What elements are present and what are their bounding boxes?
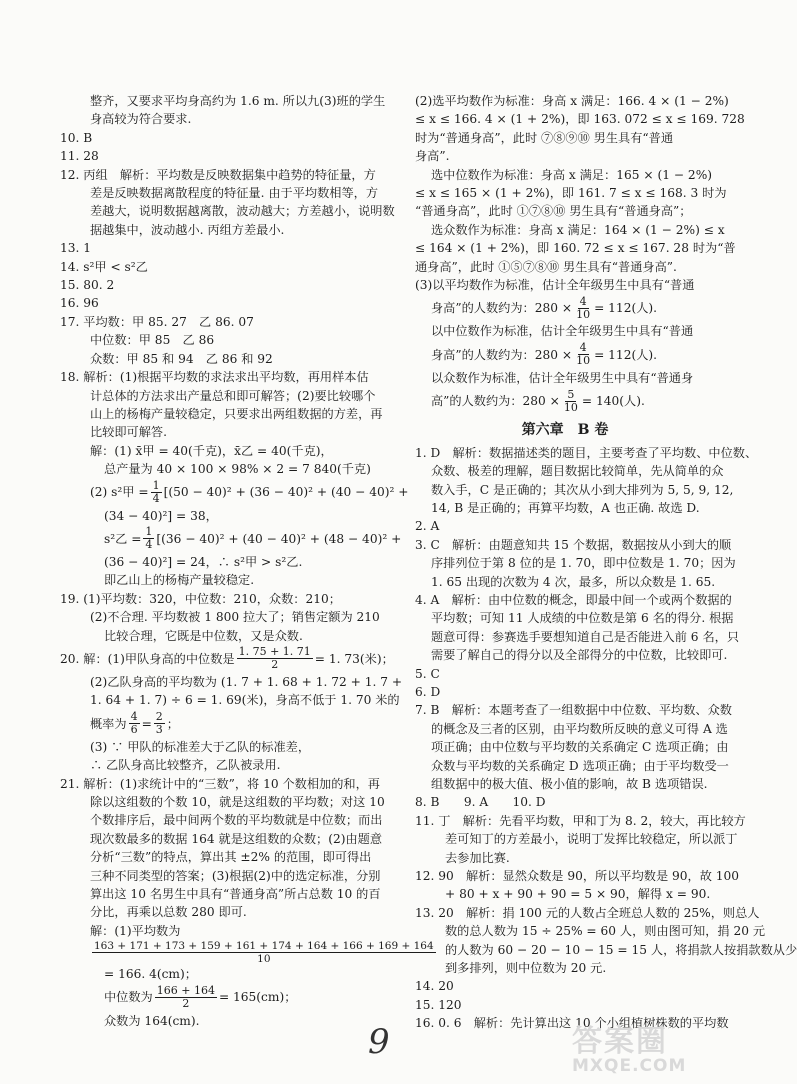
text-line: (2)不合理. 平均数被 1 800 拉大了；销售定额为 210 <box>90 610 380 625</box>
text-line: “普通身高”，此时 ①⑦⑧⑩ 男生具有“普通身高”； <box>415 204 692 219</box>
text-line: 三种不同类型的答案；(3)根据(2)中的选定标准，分别 <box>90 868 381 883</box>
fraction <box>562 389 580 414</box>
answer-19: 19. (1)平均数：320，中位数：210，众数：210； <box>60 591 341 606</box>
text-line: 时为“普通身高”，此时 ⑦⑧⑨⑩ 男生具有“普通 <box>415 130 674 145</box>
fraction-denominator: 10 <box>563 400 578 414</box>
formula-text: (2) s²甲 = <box>90 485 149 500</box>
formula-text: ； <box>166 716 179 731</box>
handwritten-page-number: 9 <box>368 1022 390 1062</box>
answer-20 <box>60 645 405 673</box>
text-line: 项正确；由中位数与平均数的关系确定 C 选项正确；由 <box>431 740 729 755</box>
fraction-numerator: 5 <box>567 387 575 401</box>
text-line: 选中位数作为标准：身高 x 满足：165 × (1 − 2%) <box>431 167 713 182</box>
fraction <box>92 940 436 965</box>
formula-text: 高”的人数约为：280 × <box>431 394 560 409</box>
text-line: 整齐，又要求平均身高约为 1.6 m. 所以九(3)班的学生 <box>90 94 386 108</box>
answer-b5: 5. C <box>415 666 440 681</box>
text-line: 身高较为符合要求. <box>90 112 192 127</box>
formula-text: s²乙 = <box>104 531 142 546</box>
text-line: 比较即可解答. <box>90 425 167 440</box>
fraction-numerator: 4 <box>579 341 587 355</box>
answer-b14: 14. 20 <box>415 979 454 994</box>
formula-text: 20. 解：(1)甲队身高的中位数是 <box>60 651 235 666</box>
text-line: ≤ x ≤ 165 × (1 + 2%)，即 161. 7 ≤ x ≤ 168. 3 时为 <box>415 186 727 201</box>
formula-text: 身高”的人数约为：280 × <box>431 301 573 316</box>
fraction <box>143 526 154 551</box>
answer-15: 15. 80. 2 <box>60 278 115 293</box>
formula-text: = 1. 73(米)； <box>314 651 394 666</box>
fraction-numerator: 4 <box>130 710 138 724</box>
answer-b2: 2. A <box>415 519 440 534</box>
text-line: 山上的杨梅产量较稳定，只要求出两组数据的方差，再 <box>90 406 383 421</box>
text-line: 平均数；可知 11 人成绩的中位数是第 6 名的得分. 根据 <box>431 611 734 626</box>
fraction-denominator: 4 <box>145 538 153 552</box>
answer-21: 21. 解析：(1)求统计中的“三数”，将 10 个数相加的和，再 <box>60 776 380 791</box>
text-line: 现次数最多的数据 164 就是这组数的众数；(2)由题意 <box>90 831 383 846</box>
text-line: 的概念及三者的区别，由平均数所反映的意义可得 A 选 <box>431 721 728 736</box>
fraction <box>155 985 217 1010</box>
watermark-logo <box>572 1016 732 1078</box>
formula-line <box>60 710 405 738</box>
formula-line <box>60 525 405 553</box>
text-line: (36 − 40)²] = 24，∴ s²甲 > s²乙. <box>104 554 303 569</box>
text-line: 到多排列，则中位数为 20 元. <box>445 961 607 976</box>
formula-line <box>415 387 715 415</box>
formula-text: = 112(人). <box>594 301 658 316</box>
fraction-denominator: 2 <box>182 997 190 1011</box>
text-line: 据越集中，波动越小. 丙组方差最小. <box>90 222 285 237</box>
answer-b8-10: 8. B 9. A 10. D <box>415 795 546 810</box>
answer-17: 17. 平均数：甲 85. 27 乙 86. 07 <box>60 314 254 329</box>
formula-text: 身高”的人数约为：280 × <box>431 347 573 362</box>
text-line: (2)选平均数作为标准：身高 x 满足：166. 4 × (1 − 2%) <box>415 94 729 108</box>
answer-b3: 3. C 解析：由题意知共 15 个数据，数据按从小到大的顺 <box>415 537 732 552</box>
text-line: 分析“三数”的特点，算出其 ±2% 的范围，即可得出 <box>90 850 372 865</box>
answer-18: 18. 解析：(1)根据平均数的求法求出平均数，再用样本估 <box>60 370 369 385</box>
formula-line <box>415 294 715 322</box>
formula-text: [(36 − 40)² + (40 − 40)² + (48 − 40)² + <box>156 531 402 546</box>
text-line: 身高”. <box>415 149 450 164</box>
fraction-numerator: 166 + 164 <box>156 984 215 998</box>
text-line: 算出这 10 名男生中具有“普通身高”所占总数 10 的百 <box>90 887 381 902</box>
formula-text: = <box>141 716 152 731</box>
text-line: = 166. 4(cm)； <box>104 967 197 982</box>
text-line: 1. 65 出现的次数为 4 次，最多，所以众数是 1. 65. <box>431 574 716 589</box>
text-line: (2)乙队身高的平均数为 (1. 7 + 1. 68 + 1. 72 + 1. 7 + <box>90 674 403 689</box>
formula-line <box>60 940 434 966</box>
answer-b16: 16. 0. 6 解析：先计算出这 10 个小组植树株数的平均数 <box>415 1016 729 1031</box>
text-line: 个数排序后，最中间两个数的平均数就是中位数；而出 <box>90 813 383 828</box>
text-line: 数的总人数为 15 ÷ 25% = 60 人，则由图可知，捐 20 元 <box>445 924 766 939</box>
text-line: 众数与平均数的关系确定 D 选项正确；由于平均数受一 <box>431 758 729 773</box>
fraction-denominator: 10 <box>576 354 591 368</box>
right-column <box>415 92 797 1033</box>
fraction-denominator: 10 <box>257 953 271 966</box>
answer-b11: 11. 丁 解析：先看平均数，甲和丁为 8. 2，较大，再比较方 <box>415 813 746 828</box>
text-line: (34 − 40)²] = 38， <box>104 508 218 523</box>
watermark-url: MXQE.COM <box>572 1056 687 1076</box>
text-line: 众数：甲 85 和 94 乙 86 和 92 <box>90 351 273 366</box>
answer-14: 14. s²甲 < s²乙 <box>60 259 148 274</box>
fraction-denominator: 3 <box>155 723 163 737</box>
fraction-numerator: 1. 75 + 1. 71 <box>238 645 311 659</box>
text-line: 通身高”，此时 ①⑤⑦⑧⑩ 男生具有“普通身高”. <box>415 259 677 274</box>
text-line: 序排列位于第 8 位的是 1. 70，即中位数是 1. 70；因为 <box>431 556 736 571</box>
fraction-denominator: 4 <box>152 492 160 506</box>
text-line: 即乙山上的杨梅产量较稳定. <box>104 573 255 588</box>
formula-line <box>415 341 715 369</box>
formula-text: [(50 − 40)² + (36 − 40)² + (40 − 40)² + <box>163 485 409 500</box>
fraction <box>154 711 165 736</box>
formula-line <box>60 479 409 507</box>
text-line: 计总体的方法求出产量总和即可解答；(2)要比较哪个 <box>90 388 376 403</box>
text-line: 需要了解自己的得分以及全部得分的中位数，比较即可. <box>431 648 728 663</box>
fraction-denominator: 6 <box>130 723 138 737</box>
text-line: 14, B 是正确的；再算平均数，A 也正确. 故选 D. <box>431 500 700 515</box>
text-line: 差可知丁的方差最小，说明丁发挥比较稳定，所以派丁 <box>445 832 738 847</box>
text-line: 众数为 164(cm). <box>104 1013 200 1028</box>
text-line: 选众数作为标准：身高 x 满足：164 × (1 − 2%) ≤ x <box>431 222 725 237</box>
answer-b13: 13. 20 解析：捐 100 元的人数占全班总人数的 25%，则总人 <box>415 905 760 920</box>
answer-b6: 6. D <box>415 684 441 699</box>
fraction-denominator: 10 <box>576 307 591 321</box>
fraction <box>574 342 592 367</box>
text-line: + 80 + x + 90 + 90 = 5 × 90，解得 x = 90. <box>445 887 711 902</box>
watermark-text: 答案圈 <box>572 1024 668 1059</box>
fraction <box>151 480 162 505</box>
text-line: 以中位数作为标准，估计全年级男生中具有“普通 <box>431 324 694 339</box>
fraction-numerator: 163 + 171 + 173 + 159 + 161 + 174 + 164 + 166 + 169 + 164 <box>94 940 434 953</box>
answer-b7: 7. B 解析：本题考查了一组数据中中位数、平均数、众数 <box>415 703 732 718</box>
answer-11: 11. 28 <box>60 149 99 164</box>
text-line: (3)以平均数作为标准，估计全年级男生中具有“普通 <box>415 278 695 293</box>
text-line: 1. 64 + 1. 7) ÷ 6 = 1. 69(米)，身高不低于 1. 70 米的 <box>90 693 400 708</box>
text-line: ≤ x ≤ 166. 4 × (1 + 2%)，即 163. 072 ≤ x ≤ 169. 728 <box>415 112 745 127</box>
text-line: 组数据中的极大值、极小值的影响，故 B 选项错误. <box>431 777 708 791</box>
answer-16: 16. 96 <box>60 296 99 311</box>
answer-b15: 15. 120 <box>415 997 462 1012</box>
text-line: 的人数为 60 − 20 − 10 − 15 = 15 人，将捐款人按捐款数从少 <box>445 942 797 957</box>
text-line: 去参加比赛. <box>445 850 510 865</box>
answer-12: 12. 丙组 解析：平均数是反映数据集中趋势的特征量，方 <box>60 167 376 182</box>
text-line: 题意可得：参赛选手要想知道自己是否能进入前 6 名，只 <box>431 629 740 644</box>
answer-b4: 4. A 解析：由中位数的概念，即最中间一个或两个数据的 <box>415 592 732 607</box>
text-line: 除以这组数的个数 10，就是这组数的平均数；对这 10 <box>90 795 385 809</box>
fraction <box>574 296 592 321</box>
text-line: 差越大，说明数据越离散，波动越大；方差越小，说明数 <box>90 204 395 219</box>
formula-text: 中位数为 <box>104 990 153 1005</box>
answer-b12: 12. 90 解析：显然众数是 90，所以平均数是 90，故 100 <box>415 869 740 884</box>
text-line: 比较合理，它既是中位数，又是众数. <box>104 628 303 643</box>
fraction-numerator: 4 <box>579 294 587 308</box>
text-line: ∴ 乙队身高比较整齐，乙队被录用. <box>90 758 281 773</box>
formula-text: 概率为 <box>90 716 127 731</box>
text-line: (3) ∵ 甲队的标准差大于乙队的标准差， <box>90 739 311 754</box>
fraction-numerator: 1 <box>145 525 153 539</box>
text-line: 众数、极差的理解，题目数据比较简单，先从简单的众 <box>431 464 724 479</box>
text-line: 以众数作为标准，估计全年级男生中具有“普通身 <box>431 370 694 385</box>
chapter-heading: 第六章 B 卷 <box>521 422 609 439</box>
formula-text: = 140(人). <box>581 394 645 409</box>
fraction <box>237 646 313 671</box>
fraction <box>129 711 140 736</box>
formula-text: = 165(cm)； <box>218 990 297 1005</box>
fraction-denominator: 2 <box>271 658 279 672</box>
answer-b1: 1. D 解析：数据描述类的题目，主要考查了平均数、中位数、 <box>415 445 758 460</box>
text-line: ≤ 164 × (1 + 2%)，即 160. 72 ≤ x ≤ 167. 28 时为“普 <box>415 241 736 256</box>
text-line: 解：(1)平均数为 <box>90 923 181 938</box>
formula-text: = 112(人). <box>594 347 658 362</box>
text-line: 数入手，C 是正确的；其次从小到大排列为 5, 5, 9, 12, <box>431 482 734 497</box>
formula-line <box>60 984 405 1012</box>
text-line: 总产量为 40 × 100 × 98% × 2 = 7 840(千克) <box>104 462 371 477</box>
fraction-numerator: 1 <box>152 479 160 493</box>
text-line: 分比，再乘以总数 280 即可. <box>90 905 247 920</box>
answer-13: 13. 1 <box>60 241 92 256</box>
answer-10: 10. B <box>60 130 93 145</box>
text-line: 差是反映数据离散程度的特征量. 由于平均数相等，方 <box>90 186 379 201</box>
text-line: 解：(1) x̄甲 = 40(千克)，x̄乙 = 40(千克)， <box>90 443 333 458</box>
fraction-numerator: 2 <box>155 710 163 724</box>
text-line: 中位数：甲 85 乙 86 <box>90 333 215 348</box>
